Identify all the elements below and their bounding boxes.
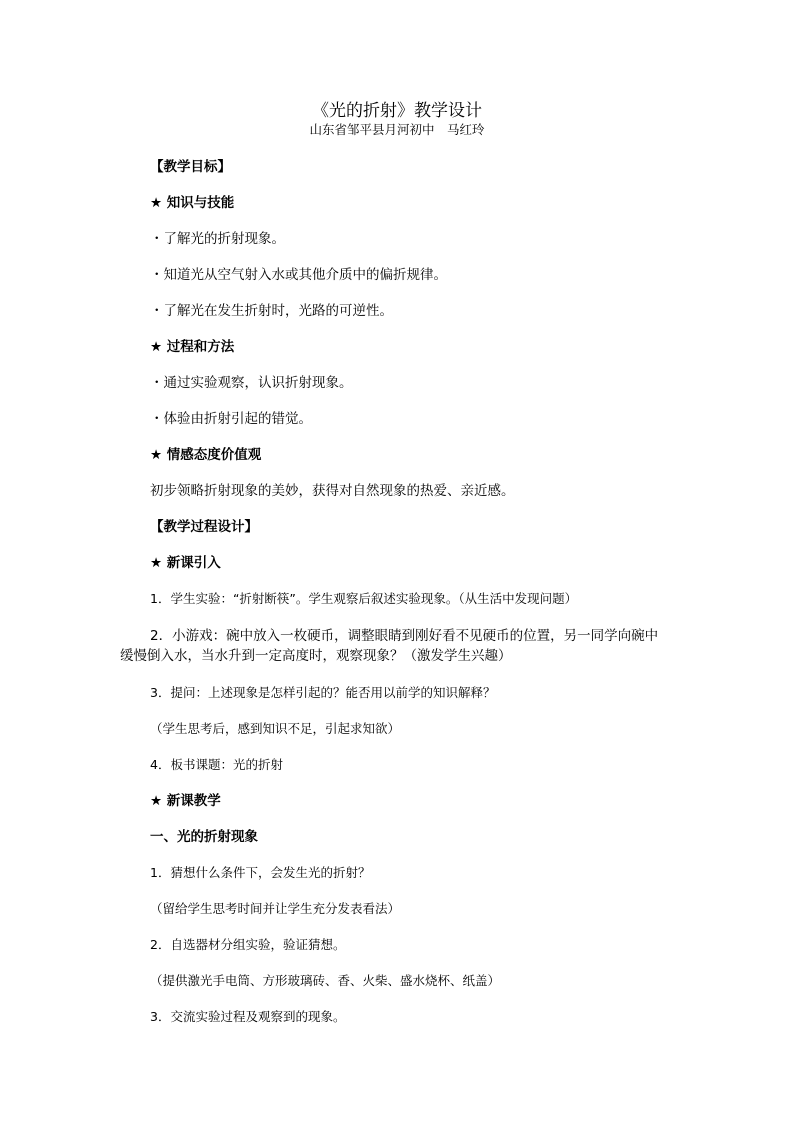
knowledge-item: ・了解光在发生折射时，光路的可逆性。 (150, 303, 393, 319)
teach-heading: ★ 新课教学 (150, 793, 221, 809)
knowledge-item: ・知道光从空气射入水或其他介质中的偏折规律。 (150, 267, 447, 283)
intro-step-3: 3．提问：上述现象是怎样引起的？能否用以前学的知识解释？ (150, 685, 496, 700)
part1-step-1-note: （留给学生思考时间并让学生充分发表看法） (150, 901, 401, 916)
intro-step-1: 1．学生实验：“折射断筷”。学生观察后叙述实验现象。（从生活中发现问题） (150, 591, 578, 606)
part1-step-1: 1．猜想什么条件下，会发生光的折射？ (150, 865, 371, 880)
intro-step-4: 4．板书课题：光的折射 (150, 757, 283, 772)
knowledge-item: ・了解光的折射现象。 (150, 231, 285, 247)
part1-step-2-note: （提供激光手电筒、方形玻璃砖、香、火柴、盛水烧杯、纸盖） (150, 973, 501, 988)
process-item: ・通过实验观察，认识折射现象。 (150, 375, 353, 391)
process-heading: ★ 过程和方法 (150, 339, 235, 355)
process-item: ・体验由折射引起的错觉。 (150, 411, 312, 427)
document-title: 《光的折射》教学设计 (312, 101, 482, 121)
emotion-heading: ★ 情感态度价值观 (150, 447, 262, 463)
emotion-text: 初步领略折射现象的美妙，获得对自然现象的热爱、亲近感。 (150, 483, 515, 499)
knowledge-heading: ★ 知识与技能 (150, 195, 235, 211)
part1-step-3: 3．交流实验过程及观察到的现象。 (150, 1009, 346, 1024)
design-heading: 【教学过程设计】 (150, 519, 258, 535)
part1-step-2: 2．自选器材分组实验，验证猜想。 (150, 937, 346, 952)
intro-step-2: 2．小游戏：碗中放入一枚硬币，调整眼睛到刚好看不见硬币的位置，另一同学向碗中缓慢倒入水，当水升到一定高度时，观察现象？（激发学生兴趣） (120, 628, 659, 664)
intro-step-3-note: （学生思考后，感到知识不足，引起求知欲） (150, 721, 401, 736)
part1-heading: 一、光的折射现象 (150, 829, 258, 845)
goals-heading: 【教学目标】 (150, 159, 231, 175)
author-line: 山东省邹平县月河初中 马红玲 (309, 122, 485, 137)
intro-heading: ★ 新课引入 (150, 555, 221, 571)
